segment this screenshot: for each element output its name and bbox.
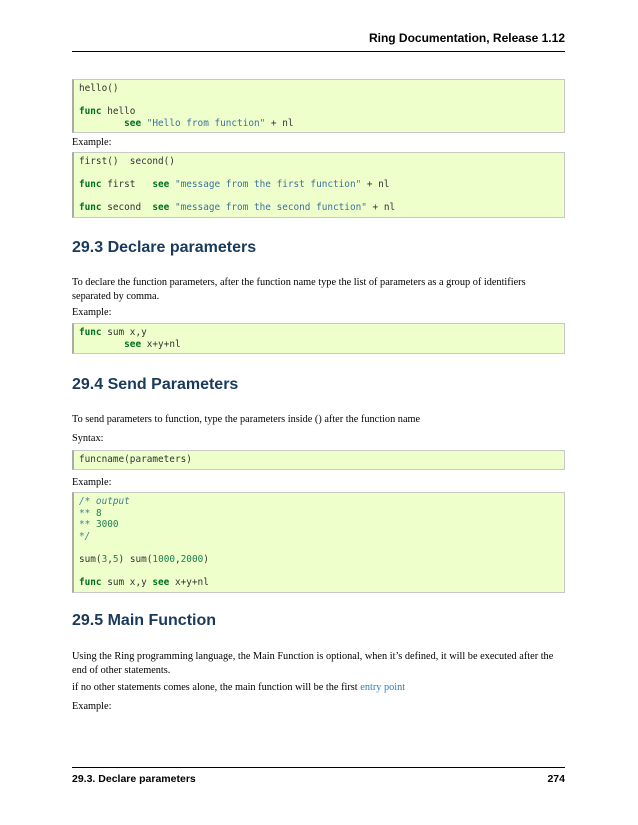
code-line: first() second() xyxy=(79,156,175,167)
code-line: see "Hello from function" + nl xyxy=(124,117,294,129)
code-line: funcname(parameters) xyxy=(79,454,192,465)
code-line: ** 3000 xyxy=(79,519,119,531)
code-block-hello xyxy=(72,79,565,133)
example-label: Example: xyxy=(72,137,112,148)
code-block-syntax xyxy=(72,450,565,470)
section-heading-declare-parameters: 29.3 Declare parameters xyxy=(72,239,257,256)
code-line: hello() xyxy=(79,83,119,94)
example-label: Example: xyxy=(72,307,112,318)
code-line: func second see "message from the second function" + nl xyxy=(79,202,396,214)
code-line: sum(3,5) sum(1000,2000) xyxy=(79,553,209,565)
code-line: */ xyxy=(79,530,91,542)
code-line: func first see "message from the first function" + nl xyxy=(79,179,390,191)
code-block-sum xyxy=(72,323,565,354)
paragraph: Using the Ring programming language, the Main Function is optional, when it’s defined, it will be executed after the end of other statements. xyxy=(72,651,554,676)
code-block-send-params xyxy=(72,492,565,593)
code-line: see x+y+nl xyxy=(124,338,181,350)
footer-section-title: 29.3. Declare parameters xyxy=(72,773,196,785)
page-header xyxy=(72,0,565,52)
code-line: /* output xyxy=(79,496,130,507)
section-heading-send-parameters: 29.4 Send Parameters xyxy=(72,376,239,393)
syntax-label: Syntax: xyxy=(72,433,104,444)
header-title: Ring Documentation, Release 1.12 xyxy=(368,31,565,45)
code-line: ** 8 xyxy=(79,507,102,519)
entry-point-link[interactable]: entry point xyxy=(360,682,406,693)
code-block-first-second xyxy=(72,152,565,218)
paragraph: To send parameters to function, type the parameters inside () after the function name xyxy=(72,414,421,425)
page-footer xyxy=(72,767,565,785)
page-number: 274 xyxy=(547,773,565,785)
example-label: Example: xyxy=(72,701,112,712)
example-label: Example: xyxy=(72,477,112,488)
code-line: func sum x,y xyxy=(79,327,147,338)
paragraph: To declare the function parameters, after the function name type the list of parameters as a group of identifiers separated by comma. xyxy=(72,277,526,302)
section-heading-main-function: 29.5 Main Function xyxy=(72,612,217,629)
code-line: func sum x,y see x+y+nl xyxy=(79,577,209,589)
code-line: func hello xyxy=(79,106,136,118)
paragraph: if no other statements comes alone, the main function will be the first entry point xyxy=(72,682,406,693)
